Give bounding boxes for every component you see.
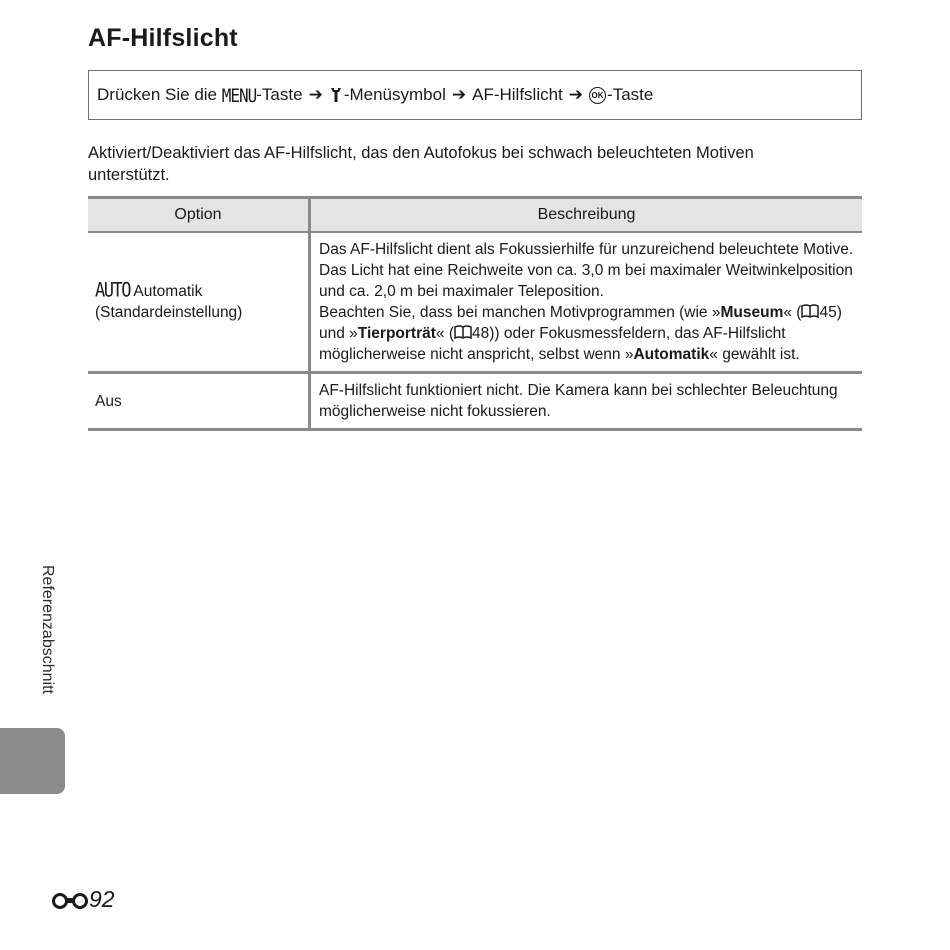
menu-key-suffix: -Taste [256, 85, 303, 104]
page-reference: 48 [471, 325, 490, 342]
options-table [88, 196, 862, 431]
page-reference: 45 [819, 304, 837, 321]
arrow-icon: ➔ [308, 85, 323, 104]
table-row [88, 373, 862, 430]
description-cell [310, 373, 863, 430]
header-option: Option [88, 198, 310, 233]
bold-term: Automatik [633, 346, 710, 363]
wrench-icon [329, 87, 343, 103]
ok-button-icon: OK [589, 87, 606, 104]
description-text: )) oder Fokusmessfeldern, das AF-Hilfslicht möglicherweise nicht anspricht, selbst wenn » [319, 325, 786, 363]
option-cell [88, 373, 310, 430]
table-header-row [88, 198, 862, 233]
auto-mode-glyph: AUTO [95, 279, 130, 303]
arrow-icon: ➔ [568, 85, 584, 104]
page-title: AF-Hilfslicht [88, 24, 238, 52]
description-text: ) und » [319, 304, 842, 342]
option-label: Automatik [129, 283, 203, 300]
table-row [88, 232, 862, 373]
description-text: Das AF-Hilfslicht dient als Fokussierhilfe für unzureichend beleuchtete Motive. Das Licht hat eine Reichweite von ca. 3,0 m bei maximaler Weitwinkelposition und ca. 2,0 m bei maximaler Teleposition. [319, 241, 854, 300]
option-label: Aus [95, 392, 122, 410]
book-reference-icon [801, 304, 819, 318]
menu-key-glyph: MENU [221, 84, 257, 106]
binoculars-icon [52, 891, 88, 909]
intro-paragraph: Aktiviert/Deaktiviert das AF-Hilfslicht, das den Autofokus bei schwach beleuchteten Motiven unterstützt. [88, 144, 754, 184]
page-number [52, 886, 115, 913]
book-reference-icon [454, 325, 472, 339]
menu-path-box [88, 70, 862, 120]
option-sublabel: (Standardeinstellung) [95, 304, 243, 321]
description-text: « ( [435, 325, 454, 342]
description-text: Beachten Sie, dass bei manchen Motivprogrammen (wie » [319, 304, 721, 321]
description-text: AF-Hilfslicht funktioniert nicht. Die Kamera kann bei schlechter Beleuchtung möglicherweise nicht fokussieren. [319, 382, 838, 420]
section-tab-marker [0, 728, 65, 794]
bold-term: Tierporträt [357, 325, 436, 342]
ok-key-suffix: -Taste [607, 85, 654, 104]
menu-path-prefix: Drücken Sie die [97, 85, 222, 104]
section-side-label: Referenzabschnitt [39, 565, 56, 694]
description-cell [310, 232, 863, 373]
menu-item-name: AF-Hilfslicht [472, 85, 563, 104]
page-number-text: 92 [89, 886, 115, 912]
description-text: « ( [783, 304, 802, 321]
setup-menu-suffix: -Menüsymbol [343, 85, 446, 104]
arrow-icon: ➔ [451, 85, 467, 104]
header-description: Beschreibung [310, 198, 863, 233]
option-cell [88, 232, 310, 373]
bold-term: Museum [720, 304, 784, 321]
description-text: « gewählt ist. [709, 346, 800, 363]
